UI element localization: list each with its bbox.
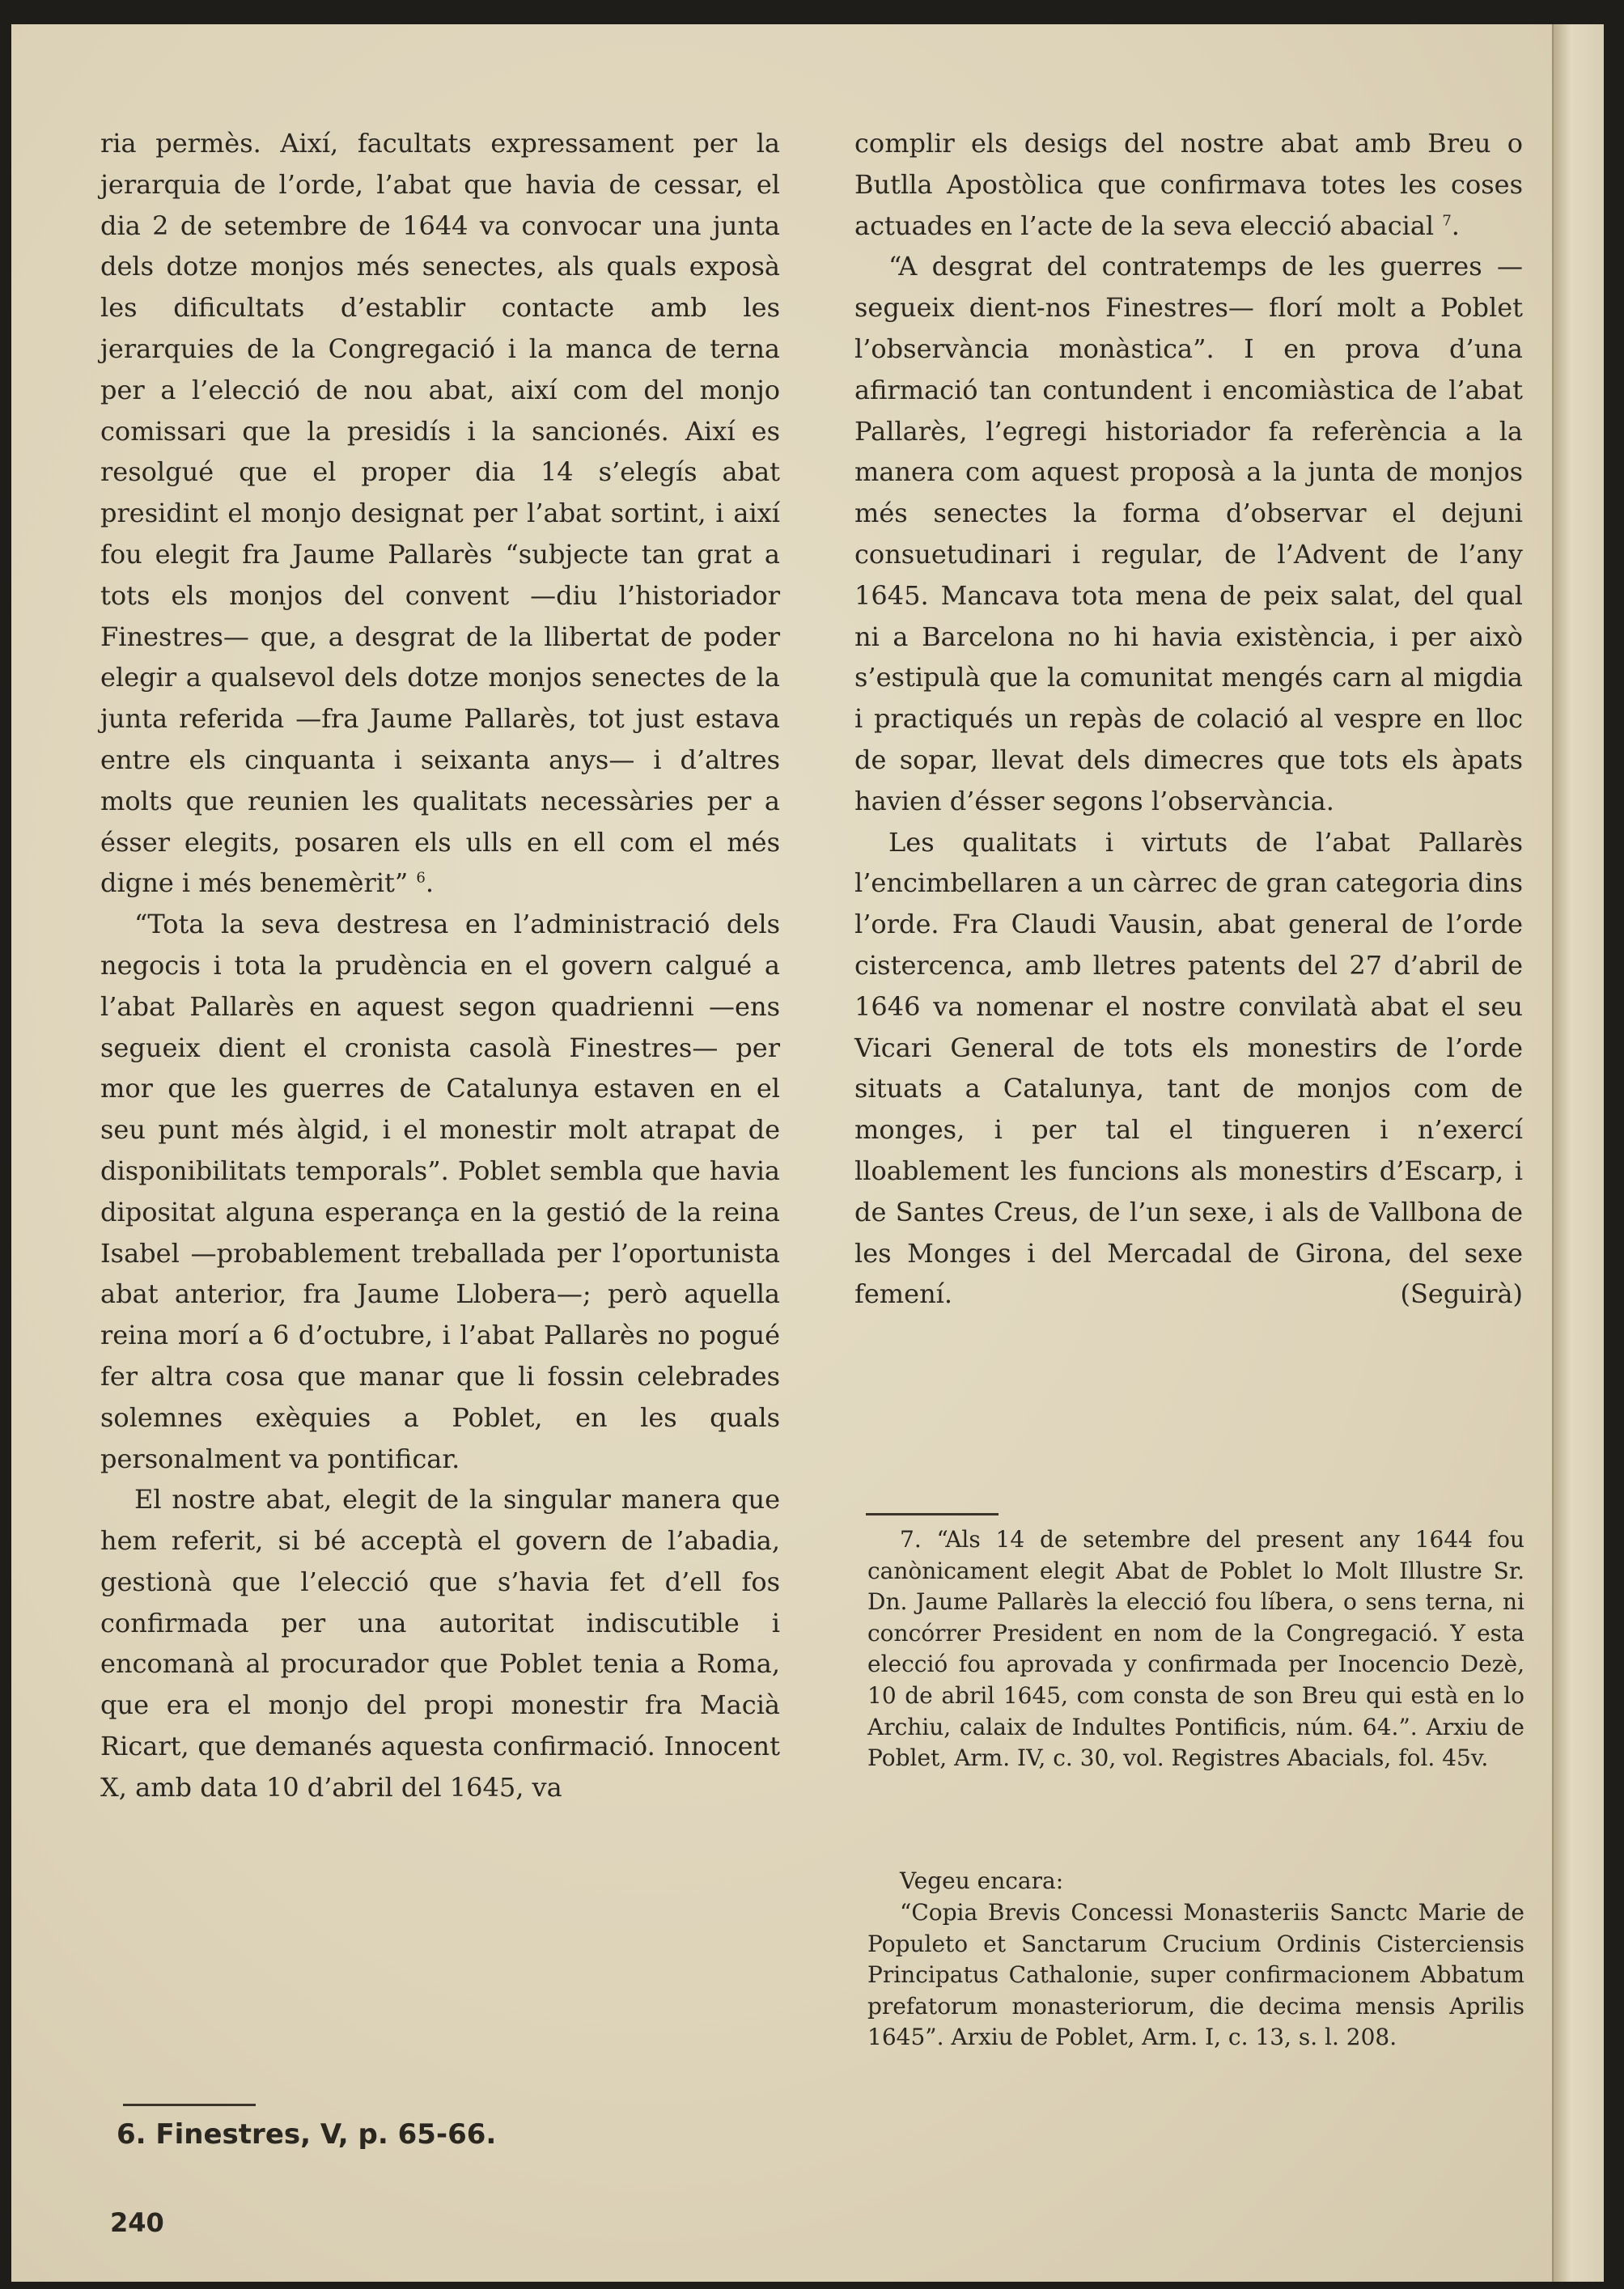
left-paragraph-1-end: . xyxy=(425,867,434,899)
page-number: 240 xyxy=(110,2207,164,2238)
left-paragraph-3: El nostre abat, elegit de la singular manera que hem referit, si bé acceptà el govern de l’abadia, gestionà que l’elecció que s’havia fet d’ell fos confirmada per una autoritat indiscutible i encomanà al procurador que Poblet tenia a Roma, que era el monjo del propi monestir fra Macià Ricart, que demanés aquesta confirmació. Innocent X, amb data 10 d’abril del 1645, va xyxy=(100,1484,780,1803)
right-paragraph-3-text: Les qualitats i virtuts de l’abat Pallarès l’encimbellaren a un càrrec de gran categoria dins l’orde. Fra Claudi Vausin, abat general de l’orde cistercenca, amb lletres patents del 27 d’abril de 1646 va nomenar el nostre convilatà abat el seu Vicari General de tots els monestirs de l’orde situats a Catalunya, tant de monjos com de monges, i per tal el tingueren i n’exercí lloablement les funcions als monestirs d’Escarp, i de Santes Creus, de l’un sexe, i als de Vallbona de les Monges i del Mercadal de Girona, del sexe femení. xyxy=(854,826,1523,1310)
right-paragraph-1 xyxy=(854,123,1523,246)
right-paragraph-2: “A desgrat del contratemps de les guerres —segueix dient-nos Finestres— florí molt a Poblet l’observància monàstica”. I en prova d’una afirmació tan contundent i encomiàstica de l’abat Pallarès, l’egregi historiador fa referència a la manera com aquest proposà a la junta de monjos més senectes la forma d’observar el dejuni consuetudinari i regular, de l’Advent de l’any 1645. Mancava tota mena de peix salat, del qual ni a Barcelona no hi havia existència, i per això s’estipulà que la comunitat mengés carn al migdia i practiqués un repàs de colació al vespre en lloc de sopar, llevat dels dimecres que tots els àpats havien d’ésser segons l’observància. xyxy=(854,251,1523,816)
footnote-ref-7: 7 xyxy=(1442,211,1452,229)
right-paragraph-3 xyxy=(854,822,1523,1316)
left-column xyxy=(100,123,780,1808)
right-footnote-rule xyxy=(866,1513,999,1515)
left-paragraph-2: “Tota la seva destresa en l’administració dels negocis i tota la prudència en el govern calgué a l’abat Pallarès en aquest segon quadrienni —ens segueix dient el cronista casolà Finestres— per mor que les guerres de Catalunya estaven en el seu punt més àlgid, i el monestir molt atrapat de disponibilitats temporals”. Poblet sembla que havia dipositat alguna esperança en la gestió de la reina Isabel —probablement treballada per l’oportunista abat anterior, fra Jaume Llobera—; però aquella reina morí a 6 d’octubre, i l’abat Pallarès no pogué fer altra cosa que manar que li fossin celebrades solemnes exèquies a Poblet, en les quals personalment va pontificar. xyxy=(100,909,780,1474)
footnote-7-citation: “Copia Brevis Concessi Monasteriis Sanctc Marie de Populeto et Sanctarum Crucium Ordinis Cisterciensis Principatus Cathalonie, super confirmacionem Abbatum prefatorum monasteriorum, die decima mensis Aprilis 1645”. Arxiu de Poblet, Arm. I, c. 13, s. l. 208. xyxy=(867,1899,1524,2051)
footnote-6: 6. Finestres, V, p. 65-66. xyxy=(117,2118,497,2151)
footnote-7-see-also: Vegeu encara: xyxy=(900,1867,1064,1894)
footnote-ref-6: 6 xyxy=(416,869,426,887)
footnote-7: 7. “Als 14 de setembre del present any 1644 fou canònicament elegit Abat de Poblet lo Molt Illustre Sr. Dn. Jaume Pallarès la elecció fou líbera, o sens terna, ni concórrer President en nom de la Congregació. Y esta elecció fou aprovada y confirmada per Inocencio Dezè, 10 de abril 1645, com consta de son Breu qui està en lo Archiu, calaix de Indultes Pontificis, núm. 64.”. Arxiu de Poblet, Arm. IV, c. 30, vol. Registres Abacials, fol. 45v. xyxy=(867,1526,1524,1772)
left-footnote-rule xyxy=(123,2104,256,2106)
right-paragraph-1-text: complir els desigs del nostre abat amb Breu o Butlla Apostòlica que confirmava totes les coses actuades en l’acte de la seva elecció abacial xyxy=(854,128,1523,241)
page-spine-edge xyxy=(1552,24,1604,2282)
left-paragraph-1-text: ria permès. Així, facultats expressament per la jerarquia de l’orde, l’abat que havia de cessar, el dia 2 de setembre de 1644 va convocar una junta dels dotze monjos més senectes, als quals exposà les dificultats d’establir contacte amb les jerarquies de la Congregació i la manca de terna per a l’elecció de nou abat, així com del monjo comissari que la presidís i la sancionés. Així es resolgué que el proper dia 14 s’elegís abat presidint el monjo designat per l’abat sortint, i així fou elegit fra Jaume Pallarès “subjecte tan grat a tots els monjos del convent —diu l’historiador Finestres— que, a desgrat de la llibertat de poder elegir a qualsevol dels dotze monjos senectes de la junta referida —fra Jaume Pallarès, tot just estava entre els cinquanta i seixanta anys— i d’altres molts que reunien les qualitats necessàries per a ésser elegits, posaren els ulls en ell com el més digne i més benemèrit” xyxy=(100,128,780,899)
continued-label: (Seguirà) xyxy=(1400,1278,1523,1310)
right-paragraph-1-end: . xyxy=(1451,210,1460,241)
left-paragraph-1 xyxy=(100,123,780,904)
right-column xyxy=(854,123,1523,1315)
